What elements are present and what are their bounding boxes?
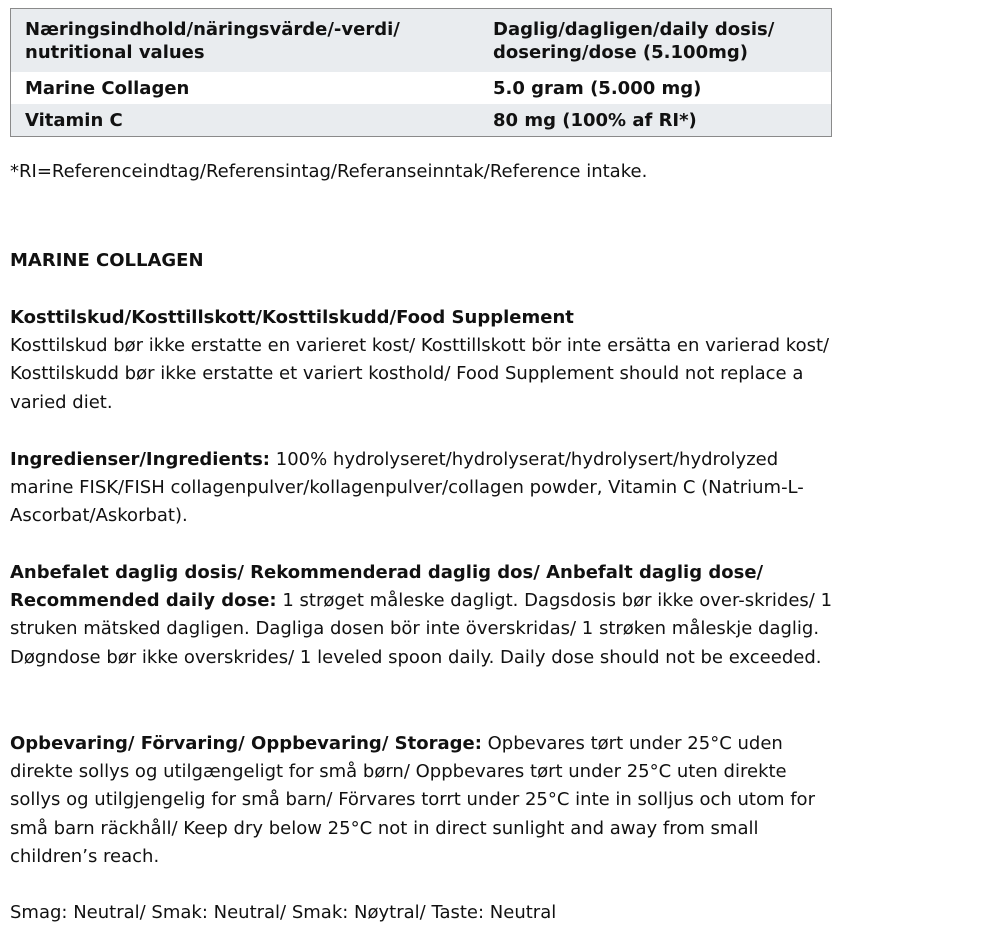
dose-text: 1 strøget måleske dagligt. Dagsdosis bør ikke over-skrides/ 1 struken mätsked dagligen. Dagliga dosen bör inte överskridas/ 1 strøken måleskje daglig. Døgndose bør ikke overskrides/ 1 leveled spoon daily. Daily dose should not be exceeded. (10, 590, 833, 668)
ri-footnote: *RI=Referenceindtag/Referensintag/Referanseinntak/Reference intake. (10, 161, 648, 182)
row-name: Vitamin C (11, 104, 480, 137)
row-name: Marine Collagen (11, 72, 480, 104)
supplement-heading: Kosttilskud/Kosttillskott/Kosttilskudd/Food Supplement (10, 307, 574, 328)
table-header-nutrition: Næringsindhold/näringsvärde/-verdi/ nutritional values (11, 9, 480, 73)
ingredients-text: 100% hydrolyseret/hydrolyserat/hydrolysert/hydrolyzed marine FISK/FISH collagenpulver/kollagenpulver/collagen powder, Vitamin C (Natrium-L-Ascorbat/Askorbat). (10, 449, 804, 527)
taste-line: Smag: Neutral/ Smak: Neutral/ Smak: Nøytral/ Taste: Neutral (10, 902, 557, 923)
storage-label: Opbevaring/ Förvaring/ Oppbevaring/ Storage: (10, 733, 482, 754)
table-row (11, 104, 832, 137)
ingredients-paragraph (10, 446, 840, 531)
nutrition-table (10, 8, 832, 137)
storage-paragraph (10, 730, 840, 871)
table-header-row (11, 9, 832, 73)
table-header-dose: Daglig/dagligen/daily dosis/ dosering/dose (5.100mg) (479, 9, 832, 73)
row-value: 80 mg (100% af RI*) (479, 104, 832, 137)
table-row (11, 72, 832, 104)
dose-paragraph (10, 559, 840, 672)
dose-label: Anbefalet daglig dosis/ Rekommenderad daglig dos/ Anbefalt daglig dose/ Recommended daily dose: (10, 562, 764, 612)
row-value: 5.0 gram (5.000 mg) (479, 72, 832, 104)
supplement-text: Kosttilskud bør ikke erstatte en varieret kost/ Kosttillskott bör inte ersätta en varierad kost/ Kosttilskudd bør ikke erstatte et variert kosthold/ Food Supplement should not replace a varied diet. (10, 335, 830, 413)
supplement-paragraph (10, 304, 840, 417)
storage-text: Opbevares tørt under 25°C uden direkte sollys og utilgængeligt for små børn/ Oppbevares tørt under 25°C uten direkte sollys og utilgjengelig for små barn/ Förvares torrt under 25°C inte in solljus och utom for små barn räckhåll/ Keep dry below 25°C not in direct sunlight and away from small children’s reach. (10, 733, 815, 867)
product-title: MARINE COLLAGEN (10, 250, 204, 271)
ingredients-label: Ingredienser/Ingredients: (10, 449, 271, 470)
